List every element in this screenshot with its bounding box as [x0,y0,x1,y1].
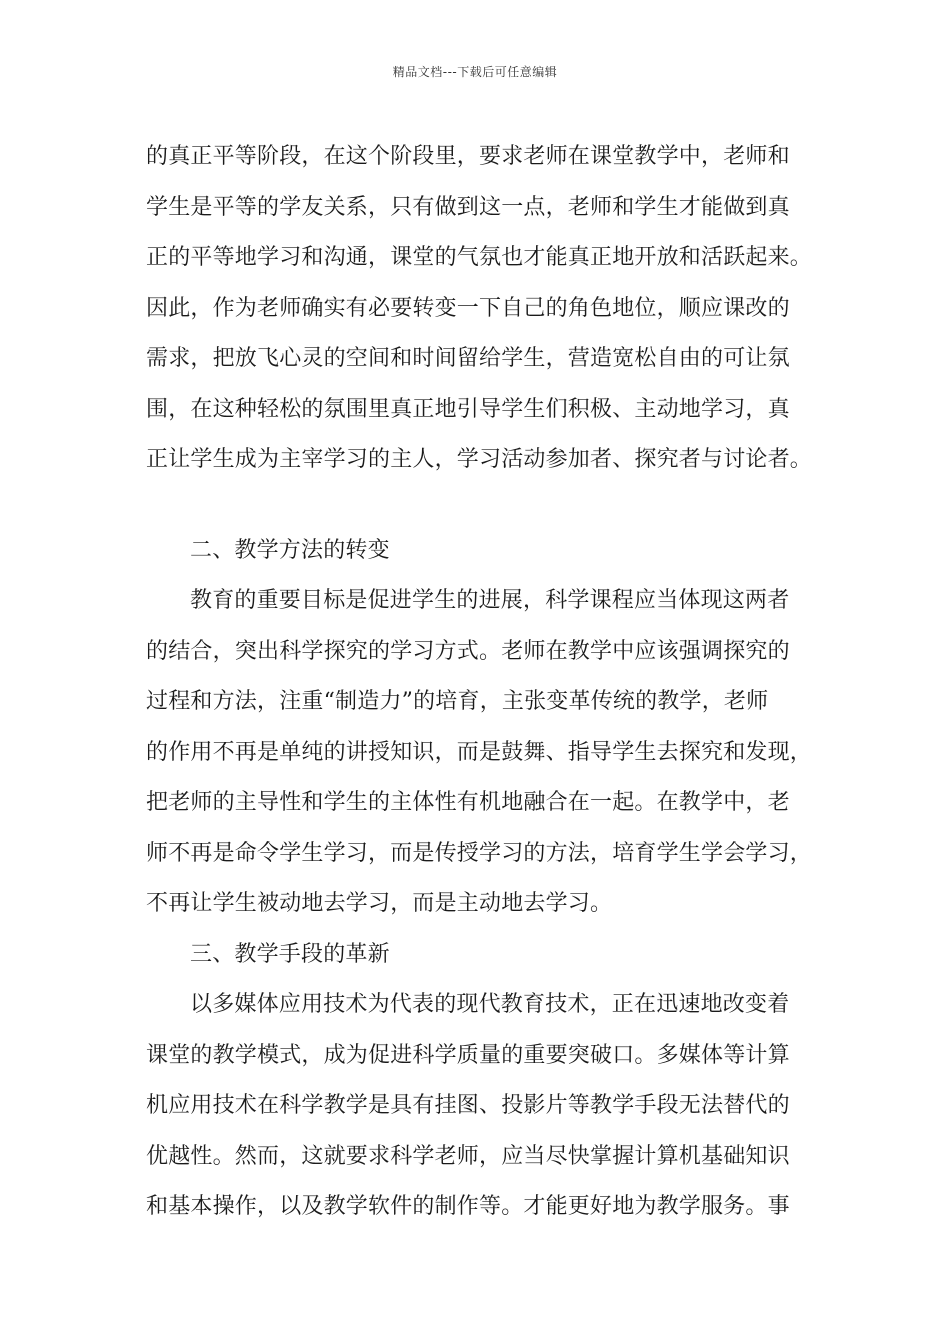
text-line: 机应用技术在科学教学是具有挂图、投影片等教学手段无法替代的 [146,1093,790,1118]
text-line: 的作用不再是单纯的讲授知识，而是鼓舞、指导学生去探究和发现， [146,739,813,765]
section-teaching-means [146,930,806,1233]
section-heading: 三、教学手段的革新 [190,941,390,967]
page-header: 精品文档---下载后可任意编辑 [392,65,558,79]
text-line: 过程和方法，注重“制造力”的培育，主张变革传统的教学，老师 [146,689,769,714]
text-line: 教育的重要目标是促进学生的进展，科学课程应当体现这两者 [190,588,790,613]
text-line: 课堂的教学模式，成为促进科学质量的重要突破口。多媒体等计算 [146,1042,790,1068]
document-body [146,132,813,1233]
text-line: 围，在这种轻松的氛围里真正地引导学生们积极、主动地学习，真 [146,396,790,422]
text-line: 需求，把放飞心灵的空间和时间留给学生，营造宽松自由的可让氛 [146,346,790,371]
text-line: 不再让学生被动地去学习，而是主动地去学习。 [146,891,613,916]
paragraph-role-change [146,132,813,486]
section-gap [146,486,806,526]
section-teaching-methods [146,526,813,930]
text-line: 师不再是命令学生学习，而是传授学习的方法，培育学生学会学习， [146,840,813,866]
section-heading: 二、教学方法的转变 [190,537,390,563]
text-line: 以多媒体应用技术为代表的现代教育技术，正在迅速地改变着 [190,992,790,1017]
text-line: 的结合，突出科学探究的学习方式。老师在教学中应该强调探究的 [146,638,790,664]
text-line: 因此，作为老师确实有必要转变一下自己的角色地位，顺应课改的 [146,295,790,321]
text-line: 学生是平等的学友关系，只有做到这一点，老师和学生才能做到真 [146,194,790,220]
text-line: 正让学生成为主宰学习的主人，学习活动参加者、探究者与讨论者。 [146,447,813,472]
text-line: 和基本操作，以及教学软件的制作等。才能更好地为教学服务。事 [146,1194,790,1219]
text-line: 把老师的主导性和学生的主体性有机地融合在一起。在教学中，老 [146,790,790,815]
text-line: 优越性。然而，这就要求科学老师，应当尽快掌握计算机基础知识 [146,1143,790,1169]
text-line: 正的平等地学习和沟通，课堂的气氛也才能真正地开放和活跃起来。 [146,245,813,270]
text-line: 的真正平等阶段，在这个阶段里，要求老师在课堂教学中，老师和 [146,144,790,169]
